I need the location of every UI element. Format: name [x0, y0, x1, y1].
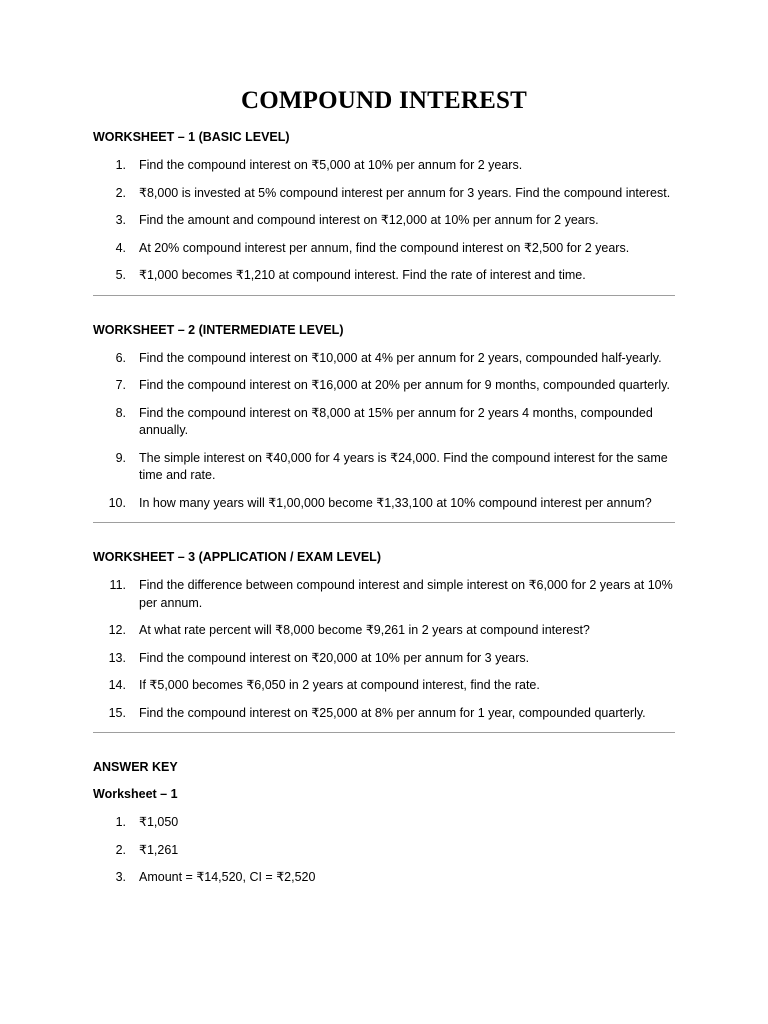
question-number: 9. [115, 450, 126, 465]
worksheet-2-heading: WORKSHEET – 2 (INTERMEDIATE LEVEL) [93, 322, 344, 337]
answer-text: Amount = ₹14,520, CI = ₹2,520 [139, 870, 316, 884]
question-number: 3. [115, 213, 126, 227]
worksheet-3-heading: WORKSHEET – 3 (APPLICATION / EXAM LEVEL) [93, 550, 381, 564]
answer-key-heading: ANSWER KEY [93, 760, 178, 774]
list-item [93, 405, 675, 440]
question-text: Find the compound interest on ₹16,000 at 20% per annum for 9 months, compounded quarterly. [139, 378, 670, 392]
list-item [93, 157, 675, 175]
worksheet-2-questions [93, 350, 675, 513]
question-text: The simple interest on ₹40,000 for 4 years is ₹24,000. Find the compound interest for the same time and rate. [139, 450, 668, 482]
question-text: Find the compound interest on ₹8,000 at 15% per annum for 2 years 4 months, compounded annually. [139, 405, 653, 437]
list-item [93, 212, 675, 230]
section-divider [93, 295, 675, 296]
list-item [93, 677, 675, 695]
answer-number: 3. [115, 870, 126, 884]
list-item [93, 577, 675, 612]
worksheet-2 [93, 322, 675, 524]
list-item [93, 377, 675, 395]
question-number: 5. [115, 268, 126, 282]
list-item [93, 869, 675, 887]
question-number: 2. [115, 185, 126, 200]
question-number: 14. [108, 678, 126, 692]
section-divider [93, 732, 675, 733]
question-text: Find the compound interest on ₹25,000 at 8% per annum for 1 year, compounded quarterly. [139, 705, 646, 720]
list-item [93, 240, 675, 258]
question-number: 12. [108, 623, 126, 637]
question-text: ₹8,000 is invested at 5% compound interest per annum for 3 years. Find the compound interest. [139, 185, 671, 200]
question-number: 1. [115, 158, 126, 172]
section-divider [93, 522, 675, 523]
question-number: 13. [108, 650, 126, 665]
list-item [93, 185, 675, 203]
list-item [93, 650, 675, 668]
list-item [93, 622, 675, 640]
answer-text: ₹1,261 [139, 842, 179, 857]
answer-text: ₹1,050 [139, 815, 179, 829]
question-text: Find the compound interest on ₹20,000 at 10% per annum for 3 years. [139, 650, 530, 665]
worksheet-3 [93, 549, 675, 733]
list-item [93, 267, 675, 285]
question-number: 7. [115, 378, 126, 392]
question-text: Find the difference between compound interest and simple interest on ₹6,000 for 2 years at 10% per annum. [139, 578, 673, 610]
question-text: At what rate percent will ₹8,000 become ₹9,261 in 2 years at compound interest? [139, 623, 590, 637]
list-item [93, 350, 675, 368]
question-text: Find the compound interest on ₹10,000 at 4% per annum for 2 years, compounded half-yearly. [139, 350, 662, 365]
question-number: 8. [115, 405, 126, 420]
worksheet-1 [93, 129, 675, 296]
question-text: If ₹5,000 becomes ₹6,050 in 2 years at compound interest, find the rate. [139, 678, 540, 692]
worksheet-3-questions [93, 577, 675, 722]
answer-key-subheading: Worksheet – 1 [93, 787, 178, 801]
question-number: 6. [115, 350, 126, 365]
list-item [93, 814, 675, 832]
answer-number: 2. [115, 842, 126, 857]
question-text: At 20% compound interest per annum, find the compound interest on ₹2,500 for 2 years. [139, 240, 630, 255]
question-text: ₹1,000 becomes ₹1,210 at compound interest. Find the rate of interest and time. [139, 268, 586, 282]
worksheet-1-heading: WORKSHEET – 1 (BASIC LEVEL) [93, 130, 290, 144]
question-text: Find the compound interest on ₹5,000 at 10% per annum for 2 years. [139, 158, 523, 172]
page-title: COMPOUND INTEREST [240, 87, 528, 114]
question-text: Find the amount and compound interest on ₹12,000 at 10% per annum for 2 years. [139, 213, 599, 227]
question-number: 15. [108, 705, 126, 720]
question-number: 4. [115, 240, 126, 255]
list-item [93, 450, 675, 485]
question-number: 11. [109, 578, 126, 592]
list-item [93, 842, 675, 860]
answer-number: 1. [115, 815, 126, 829]
list-item [93, 495, 675, 513]
answer-key [93, 759, 675, 887]
document-content [93, 86, 675, 897]
answer-list [93, 814, 675, 887]
worksheet-1-questions [93, 157, 675, 285]
question-text: In how many years will ₹1,00,000 become ₹1,33,100 at 10% compound interest per annum? [139, 495, 652, 510]
list-item [93, 705, 675, 723]
question-number: 10. [108, 495, 126, 510]
